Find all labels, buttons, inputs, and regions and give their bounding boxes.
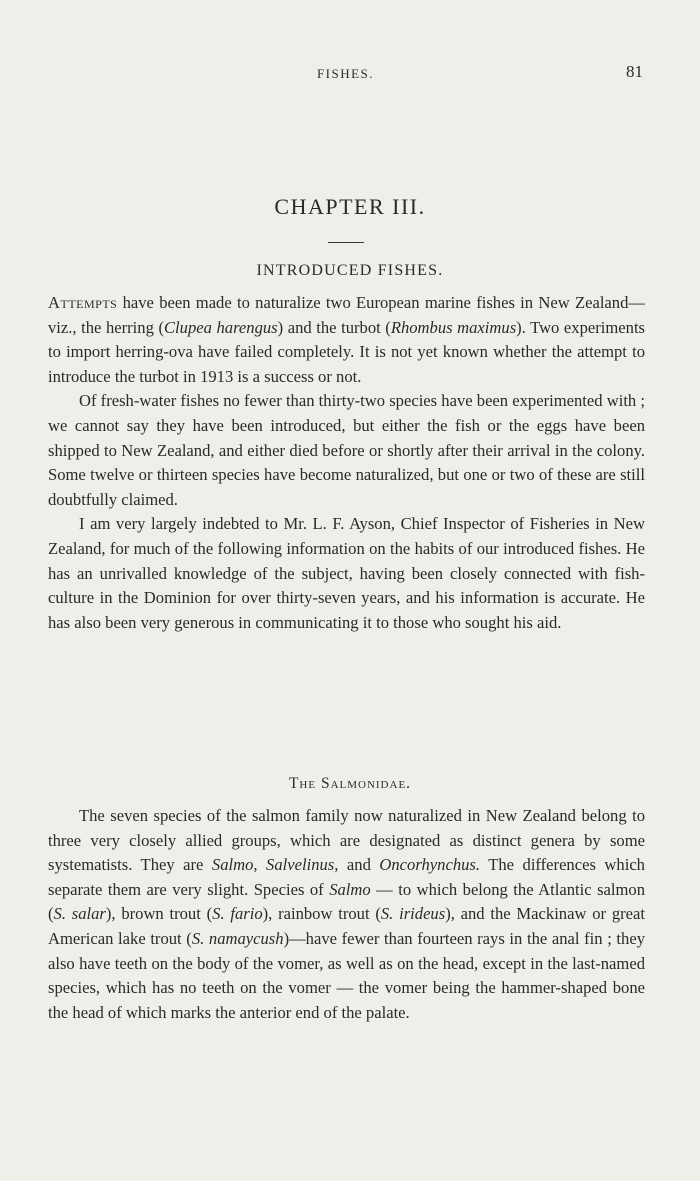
- chapter-subtitle: INTRODUCED FISHES.: [256, 262, 444, 279]
- paragraph-3: I am very largely indebted to Mr. L. F. Ayson, Chief Inspector of Fisheries in New Zealand, for much of the following information on the habits of our introduced fishes. He has an unrivalled knowledge of the subject, having been closely connected with fish-culture in the Dominion for over thirty-seven years, and his information is accurate. He has also been very generous in communicating it to those who sought his aid.: [48, 514, 645, 632]
- text-run: — to which belong the Atlantic salmon (: [48, 879, 645, 924]
- paragraph-4: [48, 804, 645, 1025]
- species-name: S. irideus: [380, 904, 446, 924]
- section-title: The Salmonidae.: [288, 775, 412, 792]
- text-run: have been made to naturalize two European marine fishes in New Zealand—viz., the herring (: [48, 293, 645, 337]
- text-run: ). Two experiments to import herring-ova have failed completely. It is not yet known whether the attempt to introduce the turbot in 1913 is a success or not.: [48, 317, 646, 386]
- species-name: S. salar: [53, 904, 106, 924]
- text-run: ), rainbow trout (: [262, 904, 381, 924]
- text-run: The seven species of the salmon family now naturalized in New Zealand belong to three very closely allied groups, which are designated as distinct genera by some systematists. They are: [48, 806, 645, 875]
- salmonidae-text-block: [48, 804, 645, 1025]
- running-head: [48, 62, 643, 84]
- paragraph-1: [48, 291, 645, 389]
- species-name: Rhombus maximus: [390, 317, 517, 337]
- text-run: ), and the Mackinaw or great American lake trout (: [48, 904, 645, 948]
- page-number: 81: [626, 62, 643, 81]
- lead-word: Attempts: [48, 293, 118, 312]
- species-name: Clupea harengus: [163, 317, 278, 337]
- text-run: The differences which separate them are very slight. Species of: [48, 855, 645, 899]
- genus-name: Oncorhynchus.: [379, 855, 481, 875]
- text-run: ) and the turbot (: [277, 317, 391, 337]
- text-run: and: [338, 855, 380, 875]
- title-rule: [328, 242, 364, 243]
- text-run: ), brown trout (: [105, 904, 213, 924]
- running-title: FISHES.: [316, 66, 375, 81]
- genus-name: Salmo, Salvelinus,: [211, 855, 339, 875]
- species-name: S. fario: [212, 904, 263, 924]
- species-name: S. namaycush: [191, 928, 284, 948]
- text-run: )—have fewer than fourteen rays in the anal fin ; they also have teeth on the body of the vomer, as well as on the head, except in the last-named species, which has no teeth on the vomer — the vomer being the hammer-shaped bone the head of which marks the anterior end of the palate.: [48, 928, 646, 1022]
- genus-name: Salmo: [329, 879, 371, 899]
- intro-text-block: [48, 291, 645, 635]
- paragraph-2: Of fresh-water fishes no fewer than thirty-two species have been experimented with ; we cannot say they have been introduced, but either the fish or the eggs have been shipped to New Zealand, and either died before or shortly after their arrival in the colony. Some twelve or thirteen species have become naturalized, but one or two of these are still doubtfully claimed.: [48, 391, 645, 509]
- chapter-title: CHAPTER III.: [274, 194, 426, 219]
